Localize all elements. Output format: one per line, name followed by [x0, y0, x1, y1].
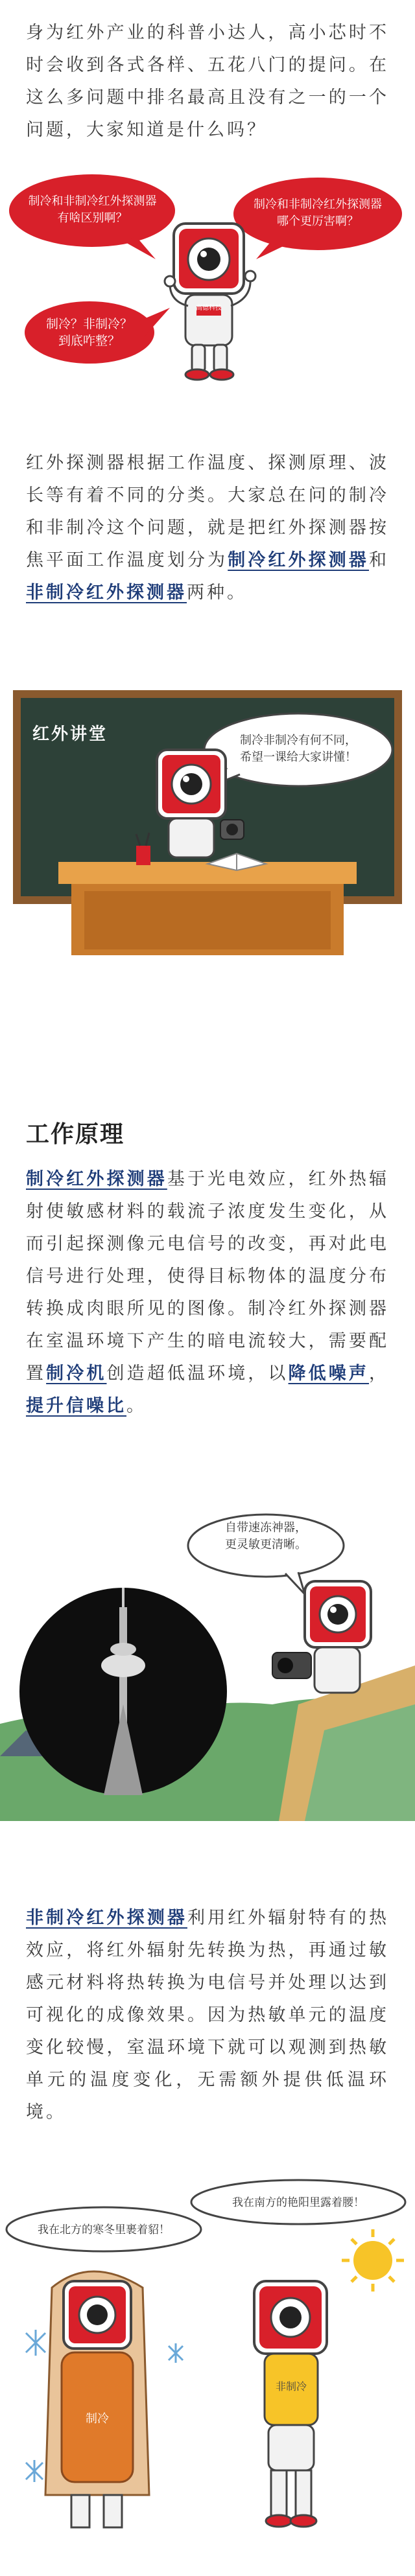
uncooled-detector-term: 非制冷红外探测器: [26, 583, 187, 603]
classroom-bubble-text: 制冷非制冷有何不同， 希望一课给大家讲懂！: [240, 734, 357, 764]
cooled-detector-term: 制冷红外探测器: [228, 550, 370, 570]
working-principle-title: 工作原理: [26, 1121, 125, 1148]
thermal-scene-illustration: [0, 1510, 415, 1821]
winter-bubble-text: 我在北方的寒冬里裹着貂！: [38, 2223, 170, 2236]
cooler-term: 制冷机: [46, 1363, 107, 1384]
mascot-icon: [165, 224, 255, 380]
classification-and: 和: [369, 550, 390, 570]
camera-mascot-icon: [272, 1581, 371, 1693]
classification-paragraph: [26, 447, 389, 609]
cooled-end: 。: [126, 1396, 147, 1416]
improve-snr-term: 提升信噪比: [26, 1396, 126, 1416]
winter-shirt-label: 制冷: [86, 2412, 109, 2426]
cooled-comma: ，: [369, 1363, 390, 1384]
reduce-noise-term: 降低噪声: [288, 1363, 370, 1384]
thermal-bubble-text: 自带速冻神器， 更灵敏更清晰。: [225, 1521, 307, 1551]
cooled-term: 制冷红外探测器: [26, 1169, 167, 1189]
intro-paragraph: 身为红外产业的科普小达人，高小芯时不时会收到各式各样、五花八门的提问。在这么多问题中排名最高且没有之一的一个问题，大家知道是什么吗？: [26, 23, 389, 140]
winter-mascot-icon: [45, 2271, 149, 2527]
bubble-text-right-top: 制冷和非制冷红外探测器 哪个更厉害啊？: [254, 198, 382, 228]
uncooled-term: 非制冷红外探测器: [26, 1908, 187, 1928]
classification-text-2: 两种。: [187, 583, 247, 603]
board-title: 红外讲堂: [32, 725, 108, 744]
sun-icon: [342, 2229, 404, 2292]
cooled-text-2: 创造超低温环境，以: [106, 1363, 289, 1384]
summer-shirt-label: 非制冷: [275, 2380, 307, 2393]
uncooled-paragraph: [26, 1902, 389, 2129]
cooled-paragraph: [26, 1163, 389, 1422]
summer-bubble-text: 我在南方的艳阳里露着腰！: [232, 2196, 364, 2209]
classification-text-1: 红外探测器根据工作温度、探测原理、波长等有着不同的分类。大家总在问的制冷和非制冷这个问题，就是把红外探测器按焦平面工作温度划分为: [26, 453, 389, 570]
weather-scene-illustration: [0, 2158, 415, 2573]
cooled-text-1: 基于光电效应，红外热辐射使敏感材料的载流子浓度发生变化，从而引起探测像元电信号的改变，再对此电信号进行处理，使得目标物体的温度分布转换成肉眼所见的图像。制冷红外探测器在室温环境下产生的暗电流较大，需要配置: [26, 1169, 390, 1384]
mascot-badge-label: 高德科技: [196, 305, 222, 312]
bubble-text-left-bottom: 制冷？非制冷？ 到底咋整？: [45, 317, 132, 348]
bubble-text-left-top: 制冷和非制冷红外探测器 有啥区别啊？: [28, 194, 157, 225]
uncooled-text: 利用红外辐射特有的热效应，将红外辐射先转换为热，再通过敏感元材料将热转换为电信号并处理以达到可视化的成像效果。因为热敏单元的温度变化较慢，室温环境下就可以观测到热敏单元的温度变化，无需额外提供低温环境。: [26, 1908, 390, 2122]
summer-mascot-icon: [254, 2281, 327, 2527]
